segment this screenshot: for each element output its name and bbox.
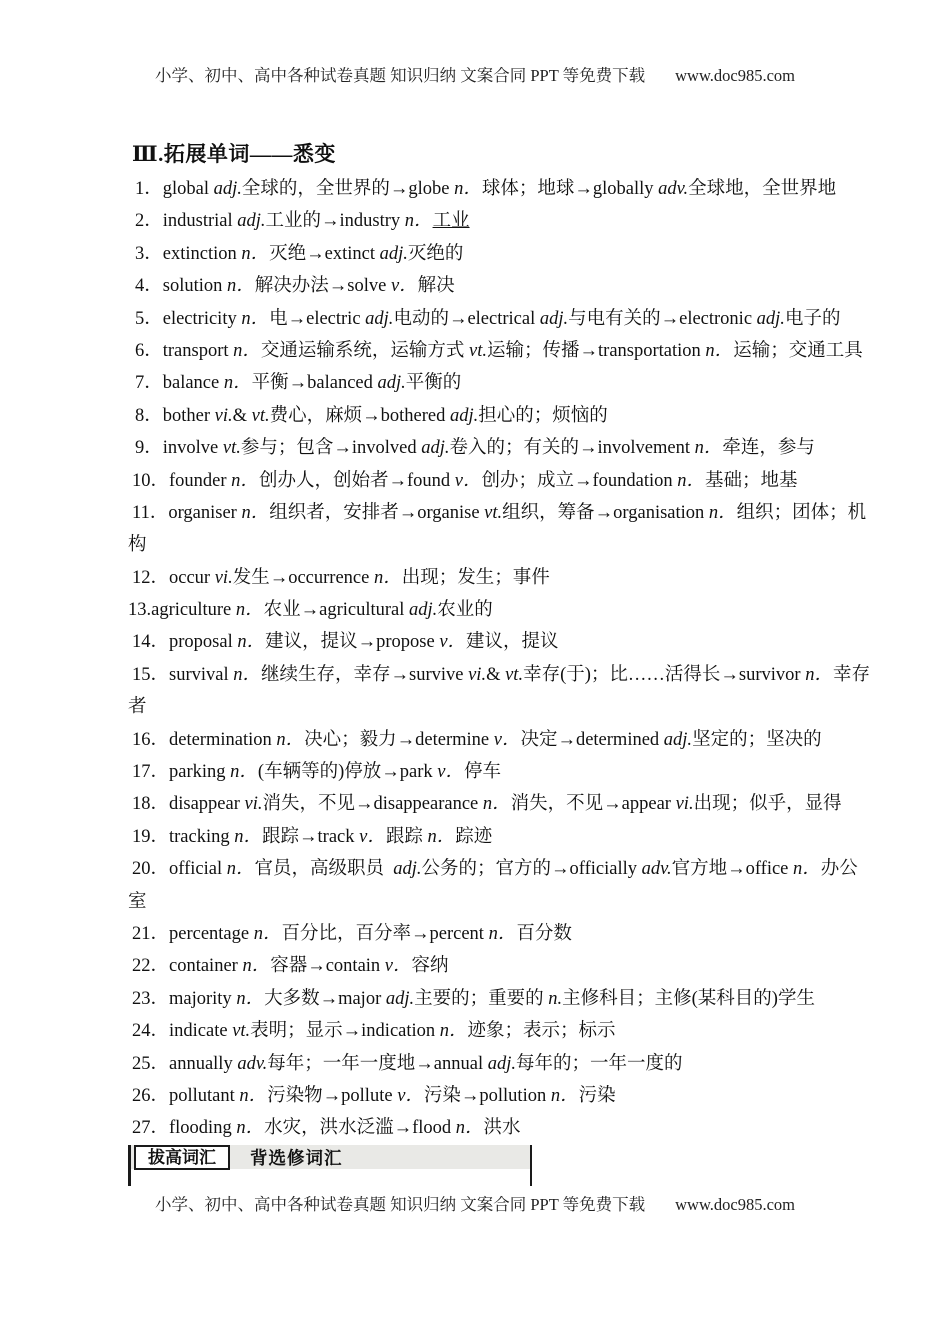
word-item: 1．global adj.全球的，全世界的→globe n．球体；地球→globally adv.全球地，全世界地 [135,179,837,199]
word-item: 25．annually adv.每年；一年一度地→annual adj.每年的；一年一度的 [132,1053,683,1074]
word-item: 15．survival n．继续生存，幸存→survive vi.& vt.幸存(于)；比……活得长→survivor n．幸存 [132,664,870,685]
word-item: 12．occur vi.发生→occurrence n．出现；发生；事件 [132,567,550,588]
word-item: 2．industrial adj.工业的→industry n．工业 [135,211,470,232]
vocab-empty-row [128,1169,532,1186]
word-item: 11．organiser n．组织者，安排者→organise vt.组织，筹备→organisation n．组织；团体；机 [132,502,867,523]
word-item: 9．involve vt.参与；包含→involved adj.卷入的；有关的→involvement n．牵连，参与 [135,438,815,459]
word-item: 14．proposal n．建议，提议→propose v．建议，提议 [132,632,559,653]
word-list [128,173,870,1145]
vocab-bar-label: 背选修词汇 [250,1147,343,1168]
footer-text: 小学、初中、高中各种试卷真题 知识归纳 文案合同 PPT 等免费下载 [154,1195,646,1214]
word-item: 16．determination n．决心；毅力→determine v．决定→determined adj.坚定的；坚决的 [132,729,822,750]
word-item: 17．parking n．(车辆等的)停放→park v．停车 [132,762,501,783]
word-item: 24．indicate vt.表明；显示→indication n．迹象；表示；标示 [132,1021,616,1042]
word-item-continuation: 者 [128,697,147,718]
word-item: 21．percentage n．百分比，百分率→percent n．百分数 [132,923,572,944]
word-item: 7．balance n．平衡→balanced adj.平衡的 [135,373,462,394]
vocab-box-label: 拔高词汇 [134,1145,230,1170]
word-item: 6．transport n．交通运输系统，运输方式 vt.运输；传播→transportation n．运输；交通工具 [135,340,863,361]
page-header [0,62,950,86]
word-item: 27．flooding n．水灾，洪水泛滥→flood n．洪水 [132,1118,521,1139]
word-item: 10．founder n．创办人，创始者→found v．创办；成立→foundation n．基础；地基 [132,470,798,491]
word-item-continuation: 构 [128,535,147,556]
word-item: 18．disappear vi.消失，不见→disappearance n．消失，不见→appear vi.出现；似乎，显得 [132,794,842,815]
word-item: 8．bother vi.& vt.费心，麻烦→bothered adj.担心的；烦恼的 [135,405,608,426]
header-text: 小学、初中、高中各种试卷真题 知识归纳 文案合同 PPT 等免费下载 [154,66,646,85]
word-item: 3．extinction n．灭绝→extinct adj.灭绝的 [135,243,464,264]
section-title: Ⅲ.拓展单词——悉变 [132,142,336,166]
word-item-continuation: 室 [128,891,147,912]
word-item: 19．tracking n．跟踪→track v．跟踪 n．踪迹 [132,826,493,847]
header-url: www.doc985.com [675,66,796,85]
word-item: 23．majority n．大多数→major adj.主要的；重要的 n.主修科目；主修(某科目的)学生 [132,988,815,1009]
word-item: 20．official n．官员，高级职员 adj.公务的；官方的→officially adv.官方地→office n．办公 [132,859,858,880]
word-item: 4．solution n．解决办法→solve v．解决 [135,276,455,297]
footer-url: www.doc985.com [675,1195,796,1214]
vocab-header-row [128,1145,532,1169]
word-item: 5．electricity n．电→electric adj.电动的→electrical adj.与电有关的→electronic adj.电子的 [135,308,841,329]
word-item: 13.agriculture n．农业→agricultural adj.农业的 [128,600,493,621]
word-item: 26．pollutant n．污染物→pollute v．污染→pollution n．污染 [132,1085,616,1106]
word-item: 22．container n．容器→contain v．容纳 [132,956,449,977]
vocab-header-table [128,1145,532,1186]
page-footer [0,1191,950,1215]
